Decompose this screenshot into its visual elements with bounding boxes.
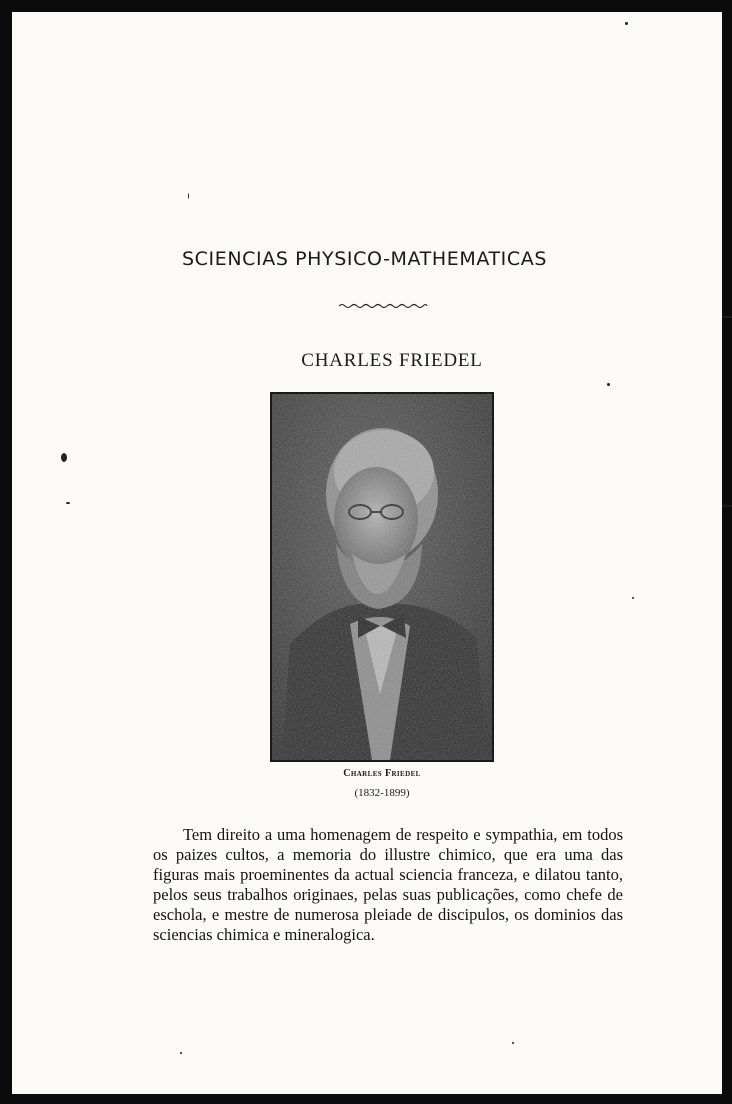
scan-speck <box>61 453 67 462</box>
scan-speck <box>180 1052 182 1054</box>
portrait-image <box>272 394 492 760</box>
scan-speck <box>512 1042 514 1044</box>
scan-speck <box>625 22 628 25</box>
article-title: CHARLES FRIEDEL <box>301 350 483 371</box>
scan-edge-mark <box>722 316 732 318</box>
portrait-caption-name: Charles Friedel <box>343 768 421 779</box>
scan-speck <box>632 597 634 599</box>
ornament-divider-icon <box>337 301 429 311</box>
body-paragraph: Tem direito a uma homenagem de respeito e sympathia, em todos os paizes cultos, a memoria do illustre chimico, que era uma das figuras mais proeminentes da actual sciencia franceza, e dilatou tanto, pelos seus trabalhos originaes, pelas suas publicações, como chefe de eschola, e mestre de numerosa pleiade de discipulos, os dominios das sciencias chimica e mineralogica. <box>153 825 623 944</box>
portrait-caption-years: (1832-1899) <box>354 787 410 799</box>
scan-speck <box>188 193 189 199</box>
scan-speck <box>66 502 70 504</box>
document-page <box>12 12 722 1094</box>
scan-edge-mark <box>722 505 732 507</box>
portrait-photo <box>270 392 494 762</box>
scan-speck <box>607 383 610 386</box>
section-heading: SCIENCIAS PHYSICO-MATHEMATICAS <box>182 248 548 270</box>
